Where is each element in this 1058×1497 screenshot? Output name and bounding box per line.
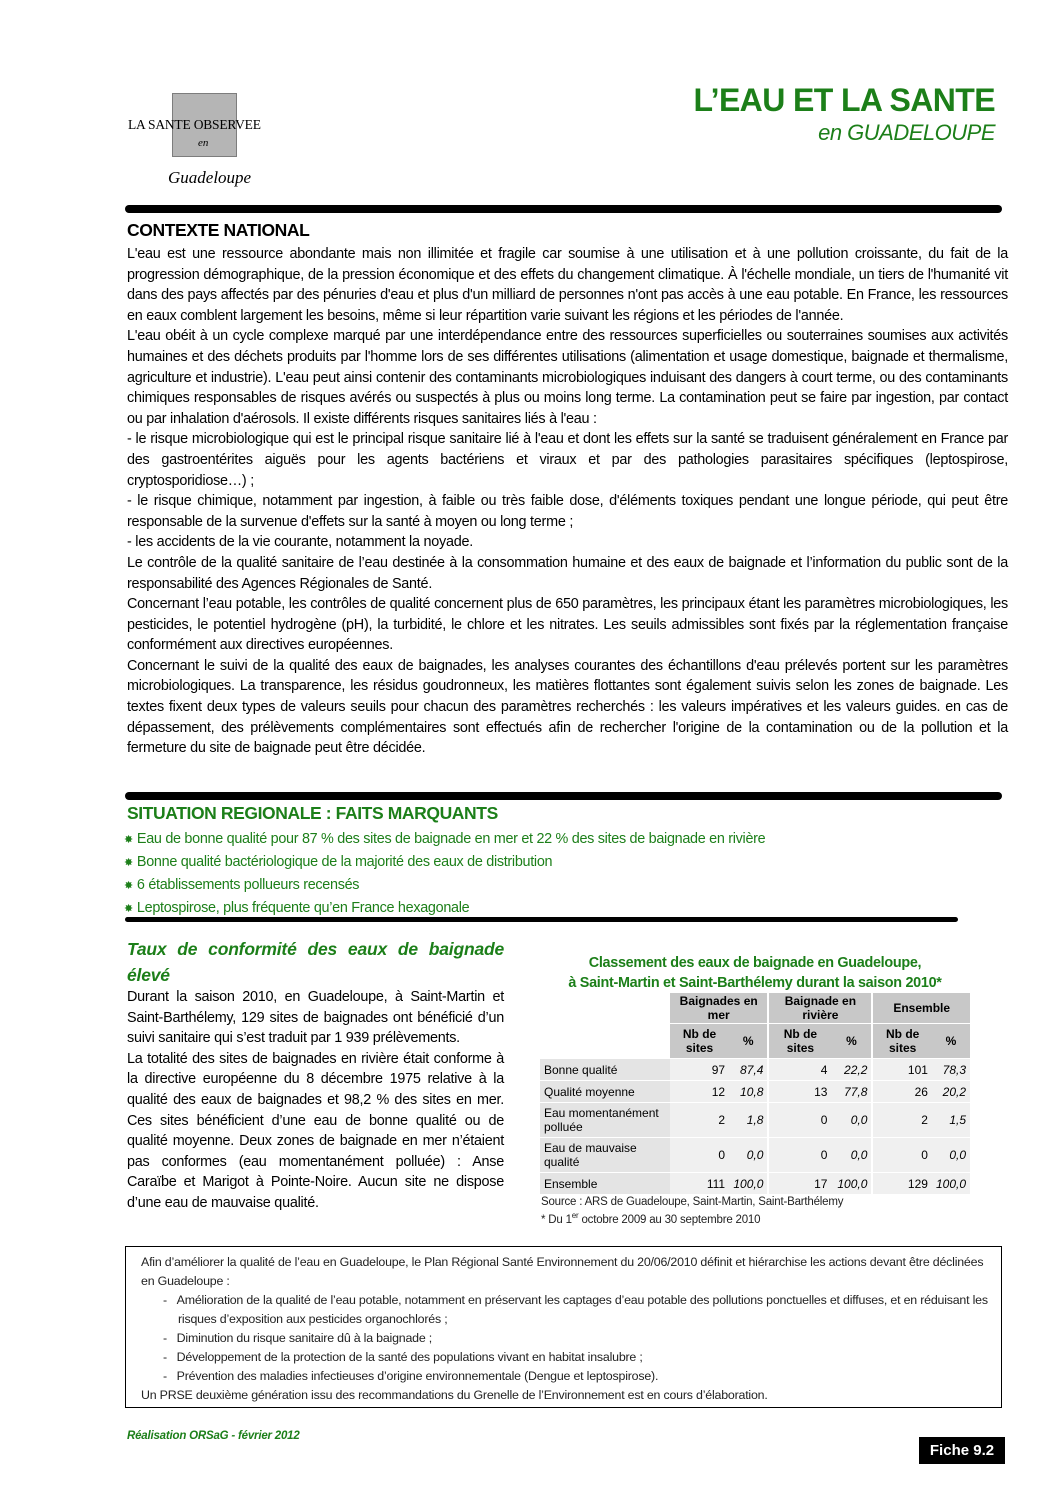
star-bullet-icon: ✸ <box>124 857 133 869</box>
page-title: L’EAU ET LA SANTE <box>693 82 995 118</box>
star-bullet-icon: ✸ <box>124 880 133 892</box>
column-group-header: Ensemble <box>872 993 970 1024</box>
list-item: ✸ 6 établissements pollueurs recensés <box>124 877 360 893</box>
table-subheader-row <box>540 1024 970 1059</box>
table-cell: 26 <box>872 1081 932 1103</box>
footer-credit: Réalisation ORSaG - février 2012 <box>127 1430 300 1442</box>
table-cell: 17 <box>768 1173 831 1195</box>
table-cell: 0 <box>768 1138 831 1173</box>
star-bullet-icon: ✸ <box>124 903 133 915</box>
contexte-paragraph: L'eau obéit à un cycle complexe marqué par une interdépendance entre des ressources superficielles ou souterraines soumises aux activités humaines et des déchets produits par l'homme lors de ses différentes utilisations (alimentation et usage domestique, baignade et thermalisme, agriculture et industrie). L'eau peut ainsi contenir des contaminants microbiologiques induisant des dangers à court terme, ou des contaminants chimiques responsables de risques avérés ou suspectés à plus ou moins long terme. La contamination peut se faire par ingestion, par contact ou par inhalation d'aérosols. Il existe différents risques sanitaires liés à l'eau : <box>127 328 1008 427</box>
row-label: Eau momentanément polluée <box>540 1103 670 1138</box>
column-group-header: Baignade en rivière <box>768 993 872 1024</box>
prse-intro: Afin d’améliorer la qualité de l’eau en Guadeloupe, le Plan Régional Santé Environnement du 20/06/2010 définit et hiérarchise les actions devant être déclinées en Guadeloupe : <box>141 1255 984 1288</box>
table-cell: 77,8 <box>831 1081 872 1103</box>
table-cell: 22,2 <box>831 1059 872 1081</box>
table-cell: 100,0 <box>729 1173 768 1195</box>
contexte-paragraph: - les accidents de la vie courante, notamment la noyade. <box>127 534 473 551</box>
contexte-body <box>127 244 1008 759</box>
prse-box-text <box>141 1253 993 1405</box>
table-cell: 0 <box>670 1138 729 1173</box>
contexte-paragraph: L'eau est une ressource abondante mais non illimitée et fragile car soumise à une utilisation et à une pollution croissante, du fait de la progression démographique, de la pression économique et des effets du changement climatique. À l'échelle mondiale, un tiers de l'humanité vit dans des pays affectés par des pénuries d'eau et plus d'un milliard de personnes n'ont pas accès à une eau potable. En France, les ressources en eaux comblent largement les besoins, même si leur répartition varie suivant les régions et les périodes de l'année. <box>127 246 1008 324</box>
list-item: ✸ Bonne qualité bactériologique de la majorité des eaux de distribution <box>124 854 553 870</box>
baignade-body <box>127 987 504 1214</box>
baignade-paragraph: La totalité des sites de baignades en rivière était conforme à la directive européenne du 8 décembre 1975 relative à la qualité des eaux de baignades et 98,2 % des sites en mer. Ces sites bénéficient d’une eau de bonne qualité ou de qualité moyenne. Deux zones de baignade en mer n’étaient pas conformes (eau momentanément polluée) : Anse Caraïbe et Marigot à Pointe-Noire. Aucun site ne dispose d’une eau de mauvaise qualité. <box>127 1050 504 1211</box>
column-header: % <box>729 1024 768 1059</box>
list-item: - Diminution du risque sanitaire dû à la baignade ; <box>163 1331 433 1345</box>
logo-text-region: Guadeloupe <box>168 168 252 187</box>
table-cell: 0,0 <box>831 1138 872 1173</box>
table-cell: 78,3 <box>932 1059 970 1081</box>
situation-heading: SITUATION REGIONALE : FAITS MARQUANTS <box>127 803 498 823</box>
table-source: Source : ARS de Guadeloupe, Saint-Martin, Saint-Barthélemy <box>541 1196 844 1208</box>
list-item: - Amélioration de la qualité de l’eau potable, notamment en préservant les captages d’eau potable des pollutions ponctuelles et diffuses, et en réduisant les risques d’exposition aux pesticides organochlorés ; <box>163 1293 988 1326</box>
table-cell: 1,5 <box>932 1103 970 1138</box>
column-header: Nb de sites <box>670 1024 729 1059</box>
baignade-paragraph: Durant la saison 2010, en Guadeloupe, à Saint-Martin et Saint-Barthélemy, 129 sites de baignades ont bénéficié d’un suivi sanitaire qui s’est traduit par 1 939 prélèvements. <box>127 989 504 1047</box>
baignade-table <box>540 993 970 1195</box>
row-label: Qualité moyenne <box>540 1081 670 1103</box>
table-cell: 0,0 <box>729 1138 768 1173</box>
situation-bullet-list <box>124 828 765 920</box>
table-title: Classement des eaux de baignade en Guadeloupe, à Saint-Martin et Saint-Barthélemy durant la saison 2010* <box>568 955 942 991</box>
table-cell: 0 <box>768 1103 831 1138</box>
list-item: ✸ Leptospirose, plus fréquente qu’en France hexagonale <box>124 900 470 916</box>
table-row <box>540 1081 970 1103</box>
contexte-heading: CONTEXTE NATIONAL <box>127 220 310 240</box>
row-label: Eau de mauvaise qualité <box>540 1138 670 1173</box>
column-header: Nb de sites <box>872 1024 932 1059</box>
table-cell: 10,8 <box>729 1081 768 1103</box>
header-divider <box>125 205 1002 213</box>
section-divider <box>125 917 958 922</box>
table-cell: 97 <box>670 1059 729 1081</box>
star-bullet-icon: ✸ <box>124 834 133 846</box>
table-cell: 100,0 <box>831 1173 872 1195</box>
page-subtitle: en GUADELOUPE <box>818 120 995 145</box>
list-item: - Prévention des maladies infectieuses d’origine environnementale (Dengue et leptospirose). <box>163 1369 659 1383</box>
logo-text-en: en <box>198 137 209 149</box>
table-cell: 111 <box>670 1173 729 1195</box>
table-cell: 0,0 <box>831 1103 872 1138</box>
table-row <box>540 1138 970 1173</box>
column-group-header: Baignades en mer <box>670 993 768 1024</box>
column-header: % <box>932 1024 970 1059</box>
table-cell: 12 <box>670 1081 729 1103</box>
section-divider <box>125 792 1002 800</box>
contexte-paragraph: Concernant le suivi de la qualité des eaux de baignades, les analyses courantes des échantillons d'eau prélevés portent sur les paramètres microbiologiques. La transparence, les résidus goudronneux, les matières flottantes sont également suivis selon les zones de baignade. Les textes fixent deux types de valeurs seuils pour chacun des paramètres recherchés : les valeurs impératives et les valeurs guides. en cas de dépassement, des prélèvements complémentaires sont effectués afin de rechercher l'origine de la contamination ou de la pollution et la fermeture du site de baignade peut être décidée. <box>127 657 1008 757</box>
table-cell: 2 <box>670 1103 729 1138</box>
table-cell: 2 <box>872 1103 932 1138</box>
table-row <box>540 1059 970 1081</box>
row-label: Bonne qualité <box>540 1059 670 1081</box>
table-cell: 0 <box>872 1138 932 1173</box>
column-header: Nb de sites <box>768 1024 831 1059</box>
row-label: Ensemble <box>540 1173 670 1195</box>
table-cell: 13 <box>768 1081 831 1103</box>
fiche-badge: Fiche 9.2 <box>919 1437 1005 1464</box>
prse-outro: Un PRSE deuxième génération issu des recommandations du Grenelle de l’Environnement est en cours d’élaboration. <box>141 1388 768 1402</box>
table-header-row <box>540 993 970 1024</box>
baignade-heading: Taux de conformité des eaux de baignade élevé <box>127 939 504 985</box>
table-row <box>540 1173 970 1195</box>
table-footnote: * Du 1er octobre 2009 au 30 septembre 2010 <box>541 1211 761 1226</box>
table-cell: 20,2 <box>932 1081 970 1103</box>
contexte-paragraph: - le risque chimique, notamment par ingestion, à faible ou très faible dose, d'éléments toxiques pendant une longue période, qui peut être responsable de la survenue d'effets sur la santé à moyen ou long terme ; <box>127 493 1008 530</box>
table-cell: 1,8 <box>729 1103 768 1138</box>
contexte-paragraph: Le contrôle de la qualité sanitaire de l’eau destinée à la consommation humaine et des eaux de baignade et l’information du public sont de la responsabilité des Agences Régionales de Santé. <box>127 554 1008 592</box>
table-cell: 100,0 <box>932 1173 970 1195</box>
table-cell: 129 <box>872 1173 932 1195</box>
column-header: % <box>831 1024 872 1059</box>
logo-text: LA SANTE OBSERVEE <box>128 117 261 132</box>
list-item: - Développement de la protection de la santé des populations vivant en habitat insalubre ; <box>163 1350 643 1364</box>
contexte-paragraph: Concernant l’eau potable, les contrôles de qualité concernent plus de 650 paramètres, les principaux étant les paramètres microbiologiques, les pesticides, le potentiel hydrogène (pH), la turbidité, le chlore et les nitrates. Les seuils admissibles sont fixés par la réglementation française conformément aux directives européennes. <box>127 596 1008 654</box>
contexte-paragraph: - le risque microbiologique qui est le principal risque sanitaire lié à l'eau et dont les effets sur la santé se traduisent généralement en France par des gastroentérites aiguës pour les agents bactériens et viraux et par des pathologies parasitaires spécifiques (leptospirose, cryptosporidiose…) ; <box>127 431 1008 489</box>
table-cell: 87,4 <box>729 1059 768 1081</box>
table-cell: 4 <box>768 1059 831 1081</box>
list-item: ✸ Eau de bonne qualité pour 87 % des sites de baignade en mer et 22 % des sites de baignade en rivière <box>124 831 766 847</box>
table-cell: 0,0 <box>932 1138 970 1173</box>
table-row <box>540 1103 970 1138</box>
table-cell: 101 <box>872 1059 932 1081</box>
